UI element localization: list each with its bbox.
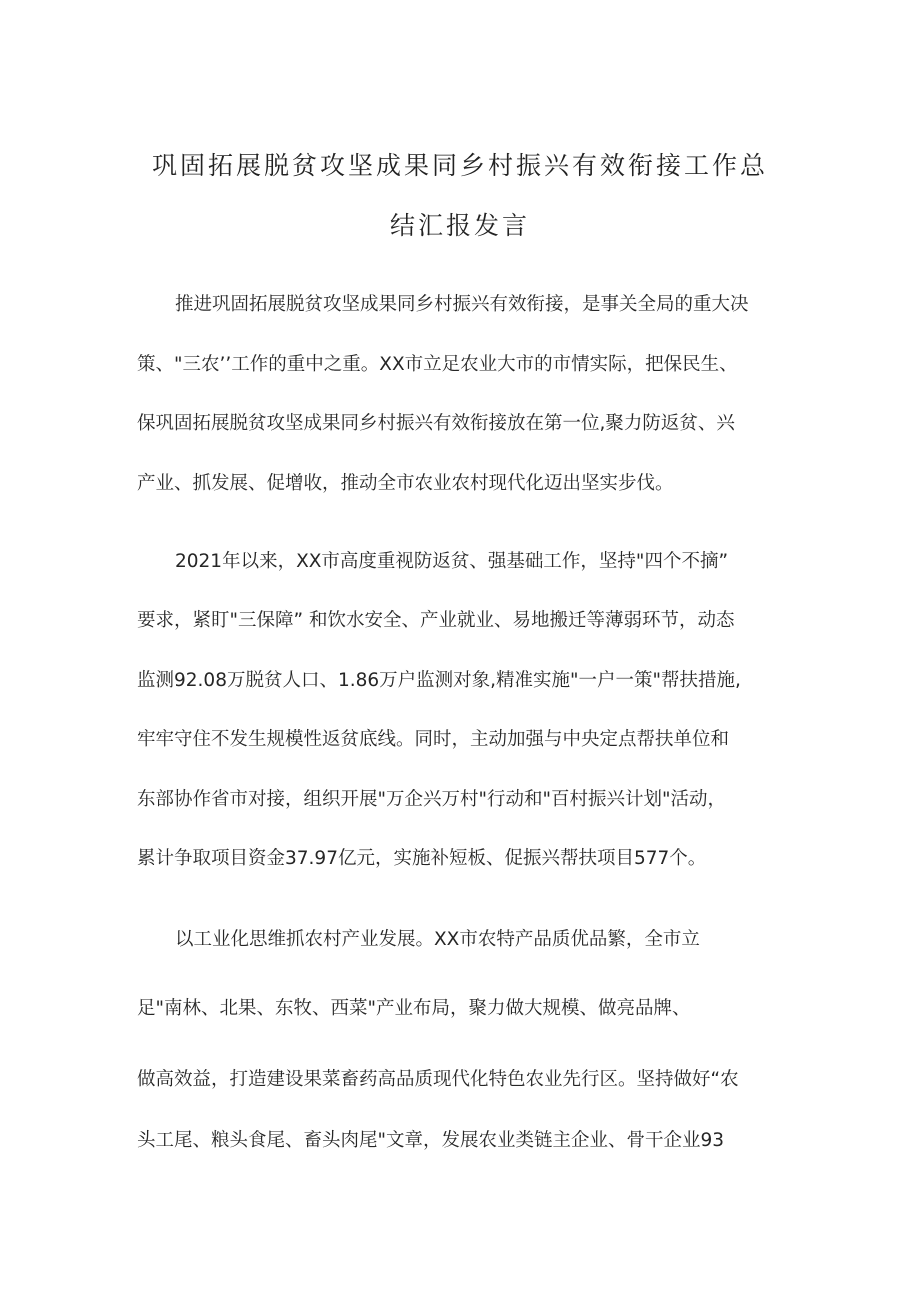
paragraph-1-line-1: 推进巩固拓展脱贫攻坚成果同乡村振兴有效衔接，是事关全局的重大决 bbox=[175, 294, 749, 315]
paragraph-2-line-4: 牢牢守住不发生规模性返贫底线。同时，主动加强与中央定点帮扶单位和 bbox=[137, 729, 730, 750]
paragraph-2-line-2: 要求，紧盯"三保障” 和饮水安全、产业就业、易地搬迁等薄弱环节，动态 bbox=[137, 610, 735, 631]
paragraph-2-line-1: 2021年以来，XX市高度重视防返贫、强基础工作，坚持"四个不摘” bbox=[175, 551, 729, 572]
document-title-line-2: 结汇报发言 bbox=[389, 211, 530, 240]
paragraph-2-line-3: 监测92.08万脱贫人口、1.86万户监测对象,精准实施"一户一策"帮扶措施, bbox=[137, 670, 741, 691]
paragraph-2-line-6: 累计争取项目资金37.97亿元，实施补短板、促振兴帮扶项目577个。 bbox=[137, 848, 707, 869]
paragraph-1-line-2: 策、"三农’’工作的重中之重。XX市立足农业大市的市情实际，把保民生、 bbox=[137, 354, 738, 375]
paragraph-1-line-3: 保巩固拓展脱贫攻坚成果同乡村振兴有效衔接放在第一位,聚力防返贫、兴 bbox=[137, 413, 735, 434]
paragraph-3-line-4: 头工尾、粮头食尾、畜头肉尾"文章，发展农业类链主企业、骨干企业93 bbox=[137, 1130, 725, 1151]
paragraph-3-line-1: 以工业化思维抓农村产业发展。XX市农特产品质优品繁，全市立 bbox=[175, 929, 700, 950]
paragraph-1-line-4: 产业、抓发展、促增收，推动全市农业农村现代化迈出坚实步伐。 bbox=[137, 473, 674, 494]
paragraph-2-line-5: 东部协作省市对接，组织开展"万企兴万村"行动和"百村振兴计划"活动， bbox=[137, 789, 727, 810]
paragraph-3-line-2: 足"南林、北果、东牧、西菜"产业布局，聚力做大规模、做亮品牌、 bbox=[137, 998, 691, 1019]
paragraph-3-line-3: 做高效益，打造建设果菜畜药高品质现代化特色农业先行区。坚持做好“农 bbox=[137, 1069, 739, 1090]
document-title-line-1: 巩固拓展脱贫攻坚成果同乡村振兴有效衔接工作总 bbox=[151, 151, 768, 180]
